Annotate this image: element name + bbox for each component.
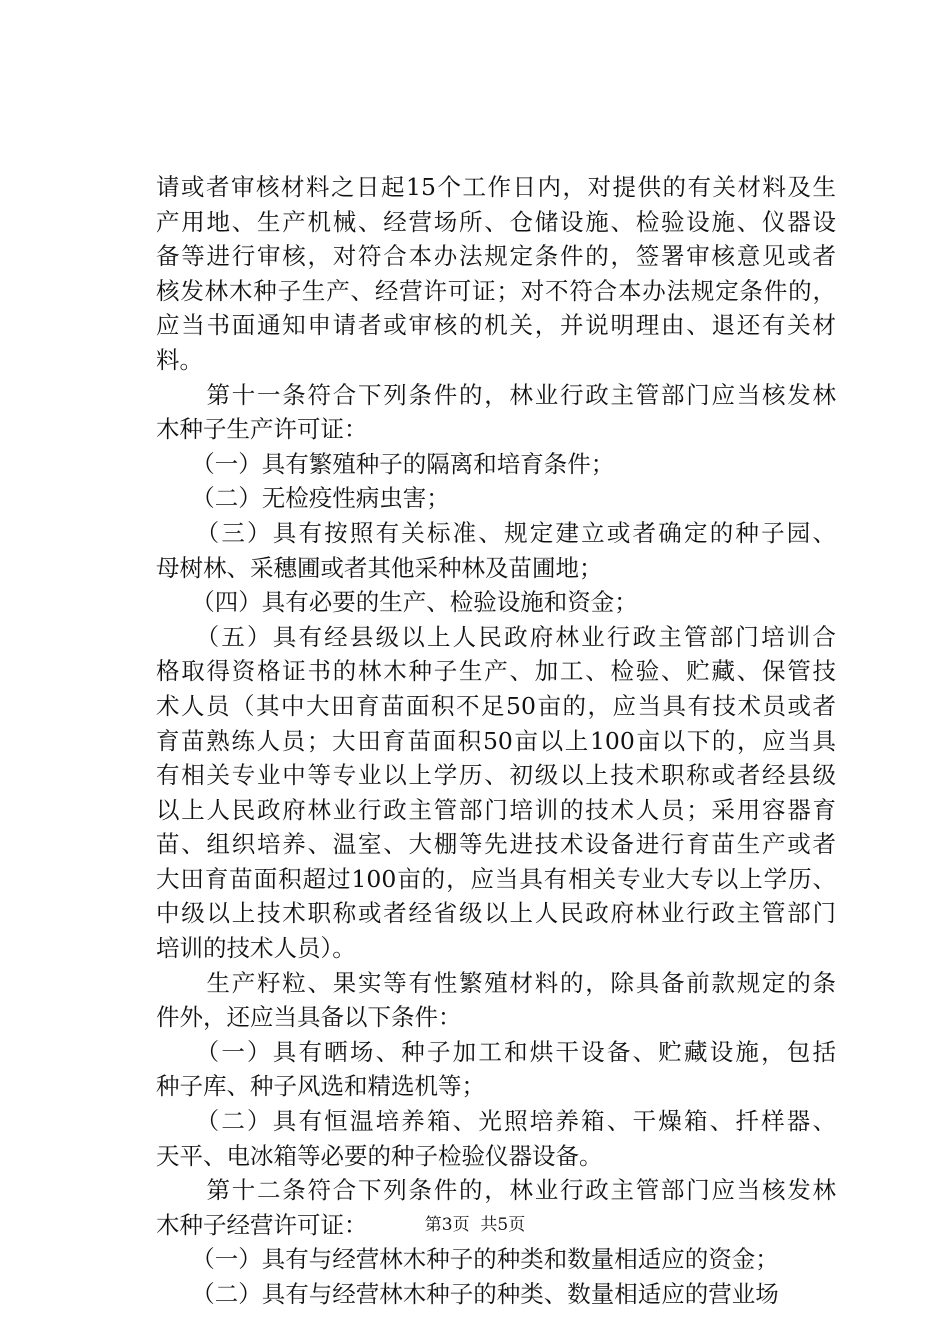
text-line: （二）具有与经营林木种子的种类、数量相适应的营业场 <box>156 1280 779 1308</box>
page-total: 共5页 <box>480 1215 526 1235</box>
text-line: 格取得资格证书的林木种子生产、加工、检验、贮藏、保管技 <box>156 657 836 686</box>
text-line: 有相关专业中等专业以上学历、初级以上技术职称或者经县级 <box>156 761 836 790</box>
text-line: （五）具有经县级以上人民政府林业行政主管部门培训合 <box>156 622 836 651</box>
text-line: 应当书面通知申请者或审核的机关，并说明理由、退还有关材 <box>156 311 836 340</box>
text-line: （二）无检疫性病虫害； <box>156 484 450 513</box>
text-line: （三）具有按照有关标准、规定建立或者确定的种子园、 <box>156 518 836 547</box>
text-line: 术人员（其中大田育苗面积不足50亩的，应当具有技术员或者 <box>156 691 836 720</box>
text-line: 件外，还应当具备以下条件： <box>156 1003 462 1032</box>
text-line: 木种子经营许可证： <box>156 1210 368 1239</box>
text-line: 第十二条符合下列条件的，林业行政主管部门应当核发林 <box>156 1176 836 1205</box>
page-number: 第3页 <box>424 1215 470 1235</box>
text-line: （一）具有晒场、种子加工和烘干设备、贮藏设施，包括 <box>156 1037 836 1066</box>
text-line: 母树林、采穗圃或者其他采种林及苗圃地； <box>156 553 603 582</box>
text-line: 培训的技术人员）。 <box>156 934 356 963</box>
text-line: 天平、电冰箱等必要的种子检验仪器设备。 <box>156 1141 603 1170</box>
text-line: 产用地、生产机械、经营场所、仓储设施、检验设施、仪器设 <box>156 207 836 236</box>
text-line: 种子库、种子风选和精选机等； <box>156 1072 485 1101</box>
text-line: 料。 <box>156 345 203 374</box>
text-line: 大田育苗面积超过100亩的，应当具有相关专业大专以上学历、 <box>156 864 836 893</box>
text-line: （四）具有必要的生产、检验设施和资金； <box>156 588 638 617</box>
text-line: 第十一条符合下列条件的，林业行政主管部门应当核发林 <box>156 380 836 409</box>
text-line: 备等进行审核，对符合本办法规定条件的，签署审核意见或者 <box>156 242 836 271</box>
document-body <box>156 170 836 1312</box>
text-line: 生产籽粒、果实等有性繁殖材料的，除具备前款规定的条 <box>156 968 836 997</box>
text-line: 以上人民政府林业行政主管部门培训的技术人员；采用容器育 <box>156 795 836 824</box>
text-line: 中级以上技术职称或者经省级以上人民政府林业行政主管部门 <box>156 899 836 928</box>
text-line: 请或者审核材料之日起15个工作日内，对提供的有关材料及生 <box>156 173 836 201</box>
text-line: 苗、组织培养、温室、大棚等先进技术设备进行育苗生产或者 <box>156 830 836 859</box>
text-line: 木种子生产许可证： <box>156 415 368 444</box>
page-footer <box>0 1213 950 1237</box>
text-line: （一）具有与经营林木种子的种类和数量相适应的资金； <box>156 1245 779 1274</box>
text-line: 核发林木种子生产、经营许可证；对不符合本办法规定条件的， <box>156 276 836 305</box>
text-line: （一）具有繁殖种子的隔离和培育条件； <box>156 449 615 478</box>
text-line: （二）具有恒温培养箱、光照培养箱、干燥箱、扦样器、 <box>156 1107 836 1136</box>
text-line: 育苗熟练人员；大田育苗面积50亩以上100亩以下的，应当具 <box>156 726 836 755</box>
